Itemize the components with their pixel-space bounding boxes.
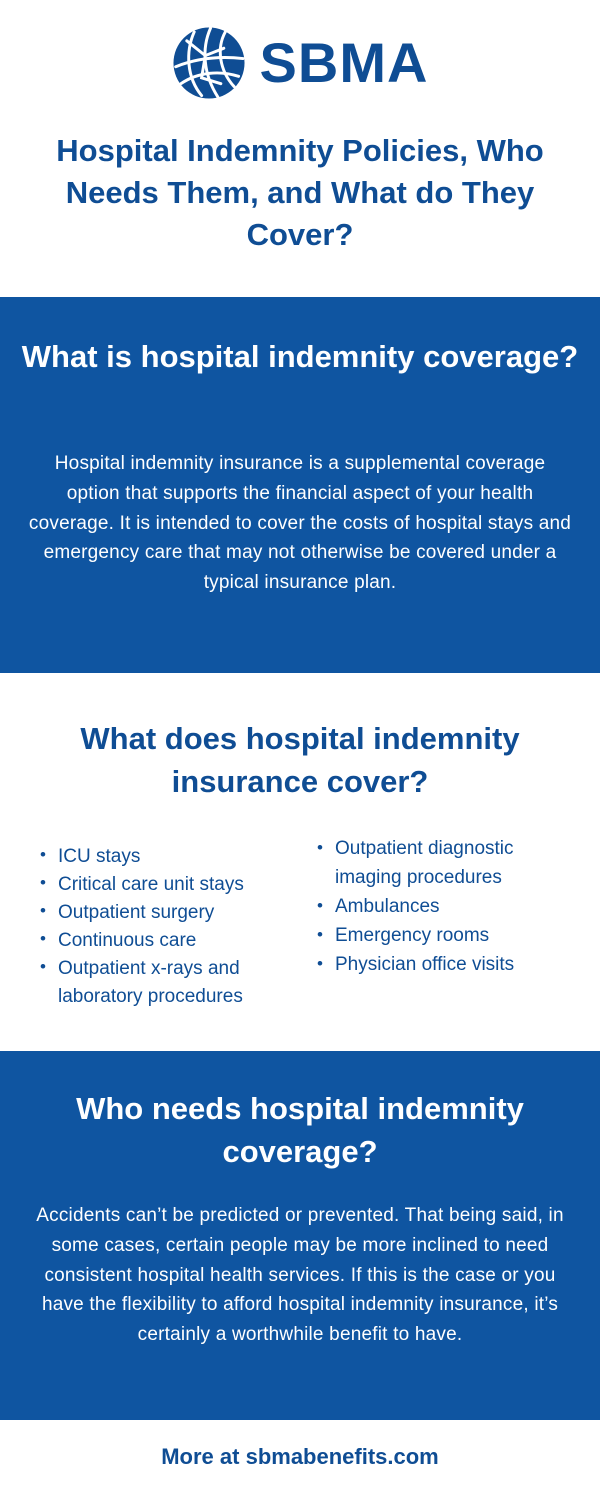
- list-item: • Continuous care: [36, 927, 296, 955]
- footer-link[interactable]: More at sbmabenefits.com: [161, 1444, 439, 1469]
- coverage-heading: What does hospital indemnity insurance cover?: [80, 721, 520, 800]
- list-item: • Ambulances: [313, 893, 583, 922]
- list-item: • Outpatient diagnostic imaging procedures: [313, 835, 583, 893]
- list-item: • Physician office visits: [313, 951, 583, 980]
- coverage-list-right: [313, 835, 583, 979]
- what-is-heading: What is hospital indemnity coverage?: [21, 339, 579, 374]
- who-needs-body: Accidents can’t be predicted or prevented. That being said, in some cases, certain people may be more inclined to need consistent hospital health services. If this is the case or you have the flexibility to afford hospital indemnity insurance, it’s certainly a worthwhile benefit to have.: [36, 1205, 564, 1346]
- list-item: • Emergency rooms: [313, 922, 583, 951]
- brand-name: SBMA: [259, 31, 429, 94]
- list-item: • Outpatient surgery: [36, 899, 296, 927]
- what-is-section: [0, 297, 600, 673]
- who-needs-heading: Who needs hospital indemnity coverage?: [76, 1091, 524, 1170]
- globe-icon: [172, 26, 246, 100]
- list-item: • Critical care unit stays: [36, 871, 296, 899]
- who-needs-section: [0, 1051, 600, 1420]
- logo: [0, 26, 600, 100]
- what-is-body: Hospital indemnity insurance is a supplemental coverage option that supports the financial aspect of your health coverage. It is intended to cover the costs of hospital stays and emergency care that may not otherwise be covered under a typical insurance plan.: [28, 453, 572, 594]
- page-title: Hospital Indemnity Policies, Who Needs Them, and What do They Cover?: [56, 133, 544, 252]
- coverage-list-left: [36, 843, 296, 1011]
- list-item: • Outpatient x-rays and laboratory procedures: [36, 955, 296, 1011]
- coverage-section: [0, 673, 600, 1051]
- list-item: • ICU stays: [36, 843, 296, 871]
